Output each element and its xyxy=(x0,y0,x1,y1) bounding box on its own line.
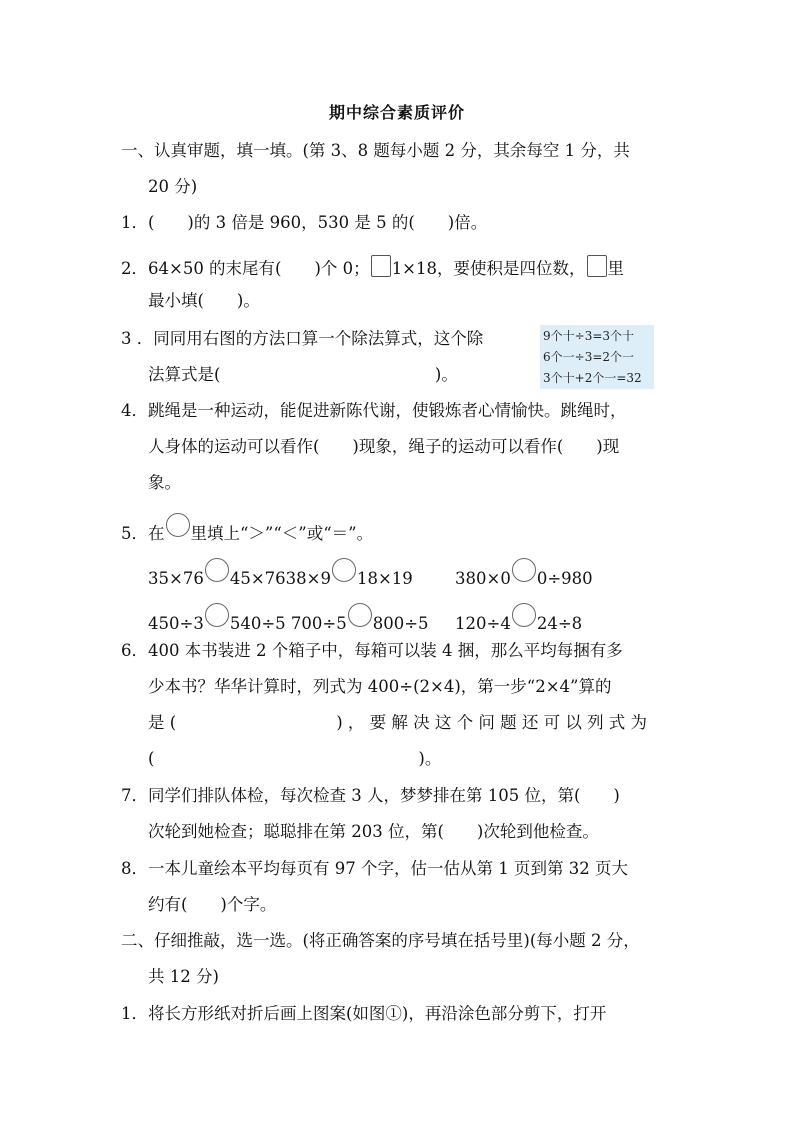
question-number: 7． xyxy=(121,786,148,805)
question-2-cont: 最小填( )。 xyxy=(148,291,260,310)
expression: 38×9 xyxy=(285,569,331,588)
expression: 18×19 xyxy=(356,569,413,588)
page-title: 期中综合素质评价 xyxy=(328,103,465,122)
section1-heading: 一、认真审题，填一填。(第 3、8 题每小题 2 分，其余每空 1 分，共 xyxy=(121,141,630,160)
question-4-cont: 象。 xyxy=(148,473,181,492)
hint-line: 6个一÷3=2个一 xyxy=(543,350,635,364)
question-text: 跳绳是一种运动，能促进新陈代谢，使锻炼者心情愉快。跳绳时， xyxy=(148,401,627,420)
compare-row xyxy=(148,558,413,590)
expression: 120÷4 xyxy=(455,614,511,633)
expression: 35×76 xyxy=(148,569,204,588)
question-text: 同学们排队体检，每次检查 3 人，梦梦排在第 105 位，第( ) xyxy=(148,786,620,805)
expression: 0÷980 xyxy=(536,569,593,588)
compare-circle[interactable] xyxy=(512,603,536,627)
question-text: 64×50 的末尾有( )个 0； xyxy=(148,259,370,278)
hint-box xyxy=(540,325,654,389)
question-number: 1． xyxy=(121,213,148,232)
question-7-cont: 次轮到她检查；聪聪排在第 203 位，第( )次轮到他检查。 xyxy=(148,822,599,841)
expression: 700÷5 xyxy=(290,614,347,633)
question-4-cont: 人身体的运动可以看作( )现象，绳子的运动可以看作( )现 xyxy=(148,437,620,456)
expression: 800÷5 xyxy=(372,614,429,633)
section2-heading-cont: 共 12 分) xyxy=(148,967,219,986)
expression: 24÷8 xyxy=(536,614,583,633)
compare-circle xyxy=(166,513,190,537)
question-text: 同同用右图的方法口算一个除法算式，这个除 xyxy=(153,329,484,348)
compare-row xyxy=(455,558,593,590)
question-text: 400 本书装进 2 个箱子中，每箱可以装 4 捆，那么平均每捆有多 xyxy=(148,641,623,660)
question-text: ( )的 3 倍是 960，530 是 5 的( )倍。 xyxy=(148,213,488,232)
compare-circle[interactable] xyxy=(205,603,229,627)
question-number: 5． xyxy=(121,524,148,543)
compare-circle[interactable] xyxy=(205,558,229,582)
question-number: 3 ． xyxy=(121,329,154,348)
expression: 450÷3 xyxy=(148,614,204,633)
question-8 xyxy=(121,858,628,880)
question-6-cont xyxy=(148,712,647,734)
question-7 xyxy=(121,785,620,807)
question-8-cont: 约有( )个字。 xyxy=(148,895,277,914)
question-3 xyxy=(121,328,483,350)
hint-line: 3个十+2个一=32 xyxy=(543,371,642,385)
answer-box[interactable] xyxy=(587,255,607,277)
hint-line: 9个十÷3=3个十 xyxy=(543,329,635,343)
question-number: 6． xyxy=(121,641,148,660)
s2-question-1 xyxy=(121,1003,606,1025)
question-text: 是 ( xyxy=(148,713,177,732)
compare-row xyxy=(455,603,582,635)
question-3-cont: 法算式是( )。 xyxy=(148,365,458,384)
question-6-cont: ( )。 xyxy=(148,749,442,768)
expression: 380×0 xyxy=(455,569,511,588)
compare-circle[interactable] xyxy=(512,558,536,582)
compare-circle[interactable] xyxy=(348,603,372,627)
question-text: ) ， 要 解 决 这 个 问 题 还 可 以 列 式 为 xyxy=(336,713,648,732)
compare-row xyxy=(148,603,429,635)
question-text: 1×18，要使积是四位数， xyxy=(391,259,586,278)
question-text: 里填上“＞”“＜”或“＝”。 xyxy=(190,524,374,543)
question-text: 一本儿童绘本平均每页有 97 个字，估一估从第 1 页到第 32 页大 xyxy=(148,859,628,878)
question-6 xyxy=(121,640,623,662)
question-1 xyxy=(121,212,487,234)
question-number: 2． xyxy=(121,259,148,278)
question-number: 4． xyxy=(121,401,148,420)
expression: 540÷5 xyxy=(229,614,286,633)
question-6-cont: 少本书？华华计算时，列式为 400÷(2×4)，第一步“2×4”算的 xyxy=(148,677,612,696)
answer-box[interactable] xyxy=(371,255,391,277)
section1-heading-cont: 20 分) xyxy=(148,177,198,196)
question-number: 8． xyxy=(121,859,148,878)
question-4 xyxy=(121,400,627,422)
compare-circle[interactable] xyxy=(332,558,356,582)
question-text: 里 xyxy=(607,259,625,278)
question-5 xyxy=(121,513,373,545)
question-2 xyxy=(121,255,624,280)
expression: 45×76 xyxy=(229,569,286,588)
section2-heading: 二、仔细推敲，选一选。(将正确答案的序号填在括号里)(每小题 2 分， xyxy=(121,931,640,950)
question-number: 1． xyxy=(121,1004,148,1023)
question-text: 将长方形纸对折后画上图案(如图①)，再沿涂色部分剪下，打开 xyxy=(148,1004,607,1023)
question-text: 在 xyxy=(148,524,165,543)
